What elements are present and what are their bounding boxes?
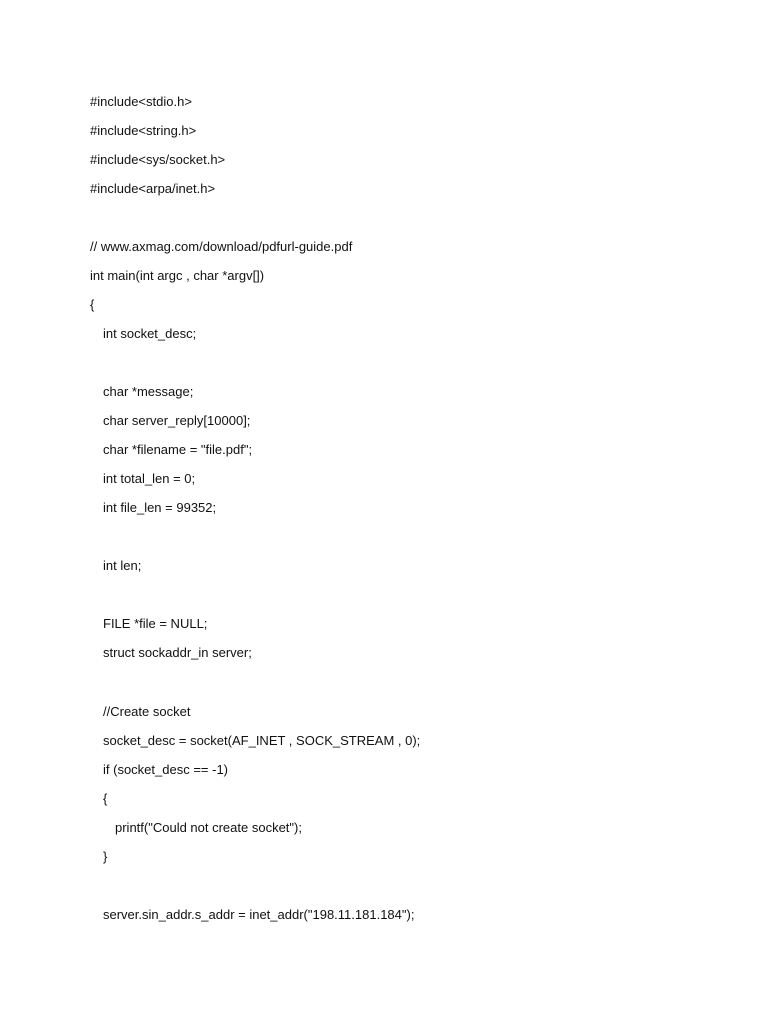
file-len-declaration-line: int file_len = 99352;	[103, 500, 217, 515]
socket-desc-declaration-line: int socket_desc;	[103, 326, 197, 341]
filename-declaration-line: char *filename = "file.pdf";	[103, 442, 253, 457]
include-string-line: #include<string.h>	[90, 123, 197, 138]
if-socket-error-line: if (socket_desc == -1)	[103, 762, 228, 777]
if-open-brace-line: {	[103, 791, 108, 806]
len-declaration-line: int len;	[103, 558, 142, 573]
include-inet-line: #include<arpa/inet.h>	[90, 181, 216, 196]
if-close-brace-line: }	[103, 849, 108, 864]
total-len-declaration-line: int total_len = 0;	[103, 471, 196, 486]
include-stdio-line: #include<stdio.h>	[90, 94, 192, 109]
include-socket-line: #include<sys/socket.h>	[90, 152, 226, 167]
url-comment-line: // www.axmag.com/download/pdfurl-guide.pdf	[90, 239, 353, 254]
open-brace-line: {	[90, 297, 95, 312]
printf-error-line: printf("Could not create socket");	[115, 820, 302, 835]
server-address-assignment-line: server.sin_addr.s_addr = inet_addr("198.11.181.184");	[103, 907, 415, 922]
file-pointer-declaration-line: FILE *file = NULL;	[103, 616, 208, 631]
message-declaration-line: char *message;	[103, 384, 194, 399]
main-signature-line: int main(int argc , char *argv[])	[90, 268, 265, 283]
server-reply-declaration-line: char server_reply[10000];	[103, 413, 251, 428]
create-socket-comment-line: //Create socket	[103, 704, 191, 719]
socket-call-line: socket_desc = socket(AF_INET , SOCK_STREAM , 0);	[103, 733, 421, 748]
server-struct-declaration-line: struct sockaddr_in server;	[103, 645, 252, 660]
